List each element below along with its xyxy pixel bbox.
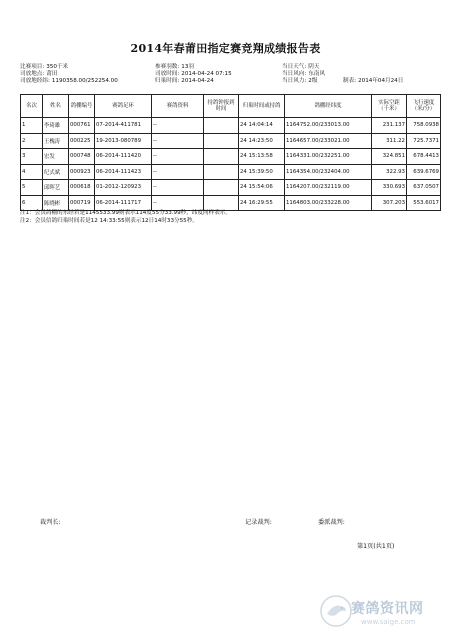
col-header-distance: 实际空距（千米） bbox=[372, 95, 407, 118]
cell-name: 李琦雄 bbox=[43, 118, 69, 134]
col-header-coords: 鸽棚经纬度 bbox=[285, 95, 372, 118]
cell-distance: 322.93 bbox=[372, 164, 407, 180]
cell-return-time: 24 16:29:55 bbox=[239, 195, 285, 211]
cell-rank: 4 bbox=[21, 164, 43, 180]
cell-coords: 1164657.00/233021.00 bbox=[285, 133, 372, 149]
cell-distance: 307.203 bbox=[372, 195, 407, 211]
table-row bbox=[21, 149, 441, 165]
cell-name: 陈晓彬 bbox=[43, 195, 69, 211]
meta-return-date: 归巢时间: 2014-04-24 bbox=[155, 78, 214, 84]
cell-report-time bbox=[204, 180, 239, 196]
signature-recorder: 记录裁判: bbox=[245, 519, 272, 526]
meta-release-time: 司放时间: 2014-04-24 07:15 bbox=[155, 71, 232, 77]
cell-ring: 06-2014-111420 bbox=[95, 149, 152, 165]
cell-ring: 01-2012-120923 bbox=[95, 180, 152, 196]
cell-info: -- bbox=[152, 195, 204, 211]
cell-rank: 3 bbox=[21, 149, 43, 165]
watermark-url: www.saige.com bbox=[361, 618, 416, 626]
col-header-loft-no: 鸽棚编号 bbox=[69, 95, 95, 118]
cell-speed: 637.0507 bbox=[407, 180, 441, 196]
cell-ring: 07-2014-411781 bbox=[95, 118, 152, 134]
cell-loft-no: 000748 bbox=[69, 149, 95, 165]
cell-info: -- bbox=[152, 164, 204, 180]
cell-loft-no: 000719 bbox=[69, 195, 95, 211]
site-watermark bbox=[315, 592, 435, 632]
cell-loft-no: 000225 bbox=[69, 133, 95, 149]
table-row bbox=[21, 180, 441, 196]
cell-name: 宏发 bbox=[43, 149, 69, 165]
cell-speed: 725.7371 bbox=[407, 133, 441, 149]
note-1: 注1：会员鸽棚的东经若是1145533.99则表示114度55分33.99秒，纬度同样表示。 bbox=[20, 210, 232, 216]
cell-report-time bbox=[204, 133, 239, 149]
cell-rank: 1 bbox=[21, 118, 43, 134]
note-2: 注2：会员信鸽归巢时间若是12 14:33:55则表示12日14时33分55秒。 bbox=[20, 218, 198, 224]
cell-speed: 758.0938 bbox=[407, 118, 441, 134]
cell-ring: 06-2014-111423 bbox=[95, 164, 152, 180]
table-row bbox=[21, 164, 441, 180]
cell-info: -- bbox=[152, 180, 204, 196]
cell-loft-no: 000618 bbox=[69, 180, 95, 196]
col-header-report-time: 持鸽钟报到时间 bbox=[204, 95, 239, 118]
meta-release-site: 司放地点: 莆田 bbox=[20, 71, 58, 77]
col-header-speed: 飞行速度（米/分） bbox=[407, 95, 441, 118]
table-row bbox=[21, 118, 441, 134]
meta-entries: 参赛羽数: 13羽 bbox=[155, 64, 194, 70]
cell-report-time bbox=[204, 164, 239, 180]
cell-return-time: 24 14:23:50 bbox=[239, 133, 285, 149]
cell-report-time bbox=[204, 118, 239, 134]
results-table bbox=[20, 94, 441, 211]
cell-return-time: 24 15:13:58 bbox=[239, 149, 285, 165]
cell-name: 纪式斌 bbox=[43, 164, 69, 180]
col-header-name: 姓名 bbox=[43, 95, 69, 118]
cell-distance: 311.22 bbox=[372, 133, 407, 149]
meta-release-coords: 司放地经纬: 1190358.00/252254.00 bbox=[20, 78, 118, 84]
cell-ring: 06-2014-111717 bbox=[95, 195, 152, 211]
cell-return-time: 24 15:54:06 bbox=[239, 180, 285, 196]
cell-coords: 1164803.00/233228.00 bbox=[285, 195, 372, 211]
meta-wind-direction: 当日风向: 东南风 bbox=[282, 71, 326, 77]
cell-info: -- bbox=[152, 118, 204, 134]
cell-return-time: 24 14:04:14 bbox=[239, 118, 285, 134]
cell-name: 王槐涛 bbox=[43, 133, 69, 149]
cell-loft-no: 000923 bbox=[69, 164, 95, 180]
watermark-text: 赛鸽资讯网 bbox=[351, 601, 424, 617]
cell-info: -- bbox=[152, 133, 204, 149]
table-row bbox=[21, 133, 441, 149]
col-header-return-time: 归巢时间或持鸽 bbox=[239, 95, 285, 118]
meta-made-date: 制表: 2014年04月24日 bbox=[343, 78, 404, 84]
cell-speed: 678.4413 bbox=[407, 149, 441, 165]
cell-speed: 639.6769 bbox=[407, 164, 441, 180]
meta-wind-force: 当日风力: 2级 bbox=[282, 78, 318, 84]
cell-distance: 324.851 bbox=[372, 149, 407, 165]
cell-coords: 1164331.00/232251.00 bbox=[285, 149, 372, 165]
cell-report-time bbox=[204, 149, 239, 165]
cell-loft-no: 000761 bbox=[69, 118, 95, 134]
cell-ring: 19-2013-080789 bbox=[95, 133, 152, 149]
cell-coords: 1164354.00/232404.00 bbox=[285, 164, 372, 180]
col-header-rank: 名次 bbox=[21, 95, 43, 118]
page-number: 第1页(共1页) bbox=[357, 543, 395, 550]
table-header-row bbox=[21, 95, 441, 118]
cell-rank: 6 bbox=[21, 195, 43, 211]
cell-info: -- bbox=[152, 149, 204, 165]
meta-race-distance: 比赛项目: 350千米 bbox=[20, 64, 69, 70]
signature-judge: 裁判长: bbox=[40, 519, 61, 526]
pigeon-logo-icon bbox=[319, 594, 353, 628]
col-header-ring: 赛鸽足环 bbox=[95, 95, 152, 118]
cell-speed: 553.6017 bbox=[407, 195, 441, 211]
cell-return-time: 24 15:39:50 bbox=[239, 164, 285, 180]
report-title: 2014年春莆田指定赛竞翔成绩报告表 bbox=[130, 42, 321, 55]
cell-rank: 2 bbox=[21, 133, 43, 149]
cell-name: 邱晖艺 bbox=[43, 180, 69, 196]
meta-weather: 当日天气: 阴天 bbox=[282, 64, 320, 70]
cell-distance: 231.137 bbox=[372, 118, 407, 134]
cell-coords: 1164207.00/232119.00 bbox=[285, 180, 372, 196]
col-header-info: 赛鸽资料 bbox=[152, 95, 204, 118]
cell-coords: 1164752.00/233013.00 bbox=[285, 118, 372, 134]
cell-rank: 5 bbox=[21, 180, 43, 196]
cell-distance: 330.693 bbox=[372, 180, 407, 196]
signature-commissioner: 委派裁判: bbox=[318, 519, 345, 526]
